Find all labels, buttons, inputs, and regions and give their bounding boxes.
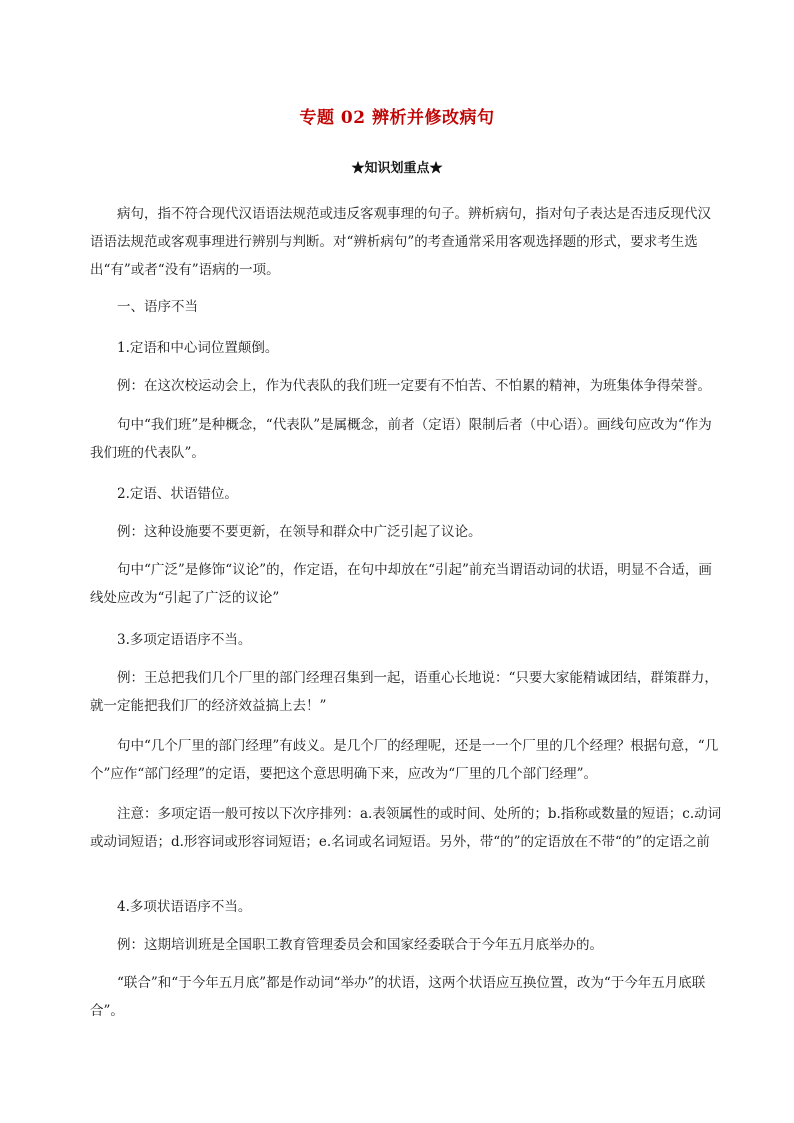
item2-explanation: 句中“广泛”是修饰“议论”的，作定语，在句中却放在“引起”前充当谓语动词的状语，明显不合适，画线处应改为“引起了广泛的议论” xyxy=(90,562,712,606)
section-subtitle: ★知识划重点★ xyxy=(351,161,443,176)
page-title: 专题 02 辨析并修改病句 xyxy=(299,108,495,128)
item3-explanation: 句中“几个厂里的部门经理”有歧义。是几个厂的经理呢，还是一一个厂里的几个经理？根据句意，“几个”应作“部门经理”的定语，要把这个意思明确下来，应改为“厂里的几个部门经理”。 xyxy=(90,738,719,782)
item2-example: 例：这种设施要不要更新，在领导和群众中广泛引起了议论。 xyxy=(117,524,482,540)
intro-paragraph: 病句，指不符合现代汉语语法规范或违反客观事理的句子。辨析病句，指对句子表达是否违反现代汉语语法规范或客观事理进行辨别与判断。对“辨析病句”的考查通常采用客观选择题的形式，要求考生选出“有”或者“没有”语病的一项。 xyxy=(90,206,711,278)
item1-explanation: 句中“我们班”是种概念，“代表队”是属概念，前者（定语）限制后者（中心语）。画线句应改为“作为我们班的代表队”。 xyxy=(90,417,712,461)
item3-example: 例：王总把我们几个厂里的部门经理召集到一起，语重心长地说：“只要大家能精诚团结，群策群力，就一定能把我们厂的经济效益搞上去！” xyxy=(90,670,718,714)
section-heading: 一、语序不当 xyxy=(117,299,198,315)
item3-heading: 3.多项定语语序不当。 xyxy=(117,632,252,648)
item2-heading: 2.定语、状语错位。 xyxy=(117,486,238,502)
item4-explanation: “联合”和“于今年五月底”都是作动词“举办”的状语，这两个状语应互换位置，改为“于今年五月底联合”。 xyxy=(90,975,706,1019)
item4-heading: 4.多项状语语序不当。 xyxy=(117,899,252,915)
item4-example: 例：这期培训班是全国职工教育管理委员会和国家经委联合于今年五月底举办的。 xyxy=(117,937,603,953)
item1-example: 例：在这次校运动会上，作为代表队的我们班一定要有不怕苦、不怕累的精神，为班集体争得荣誉。 xyxy=(117,378,711,394)
item1-heading: 1.定语和中心词位置颠倒。 xyxy=(117,340,279,356)
item3-note: 注意：多项定语一般可按以下次序排列：a.表领属性的或时间、处所的；b.指称或数量的短语；c.动词或动词短语；d.形容词或形容词短语；e.名词或名词短语。另外，带“的”的定语放在不带“的”的定语之前 xyxy=(90,806,722,850)
